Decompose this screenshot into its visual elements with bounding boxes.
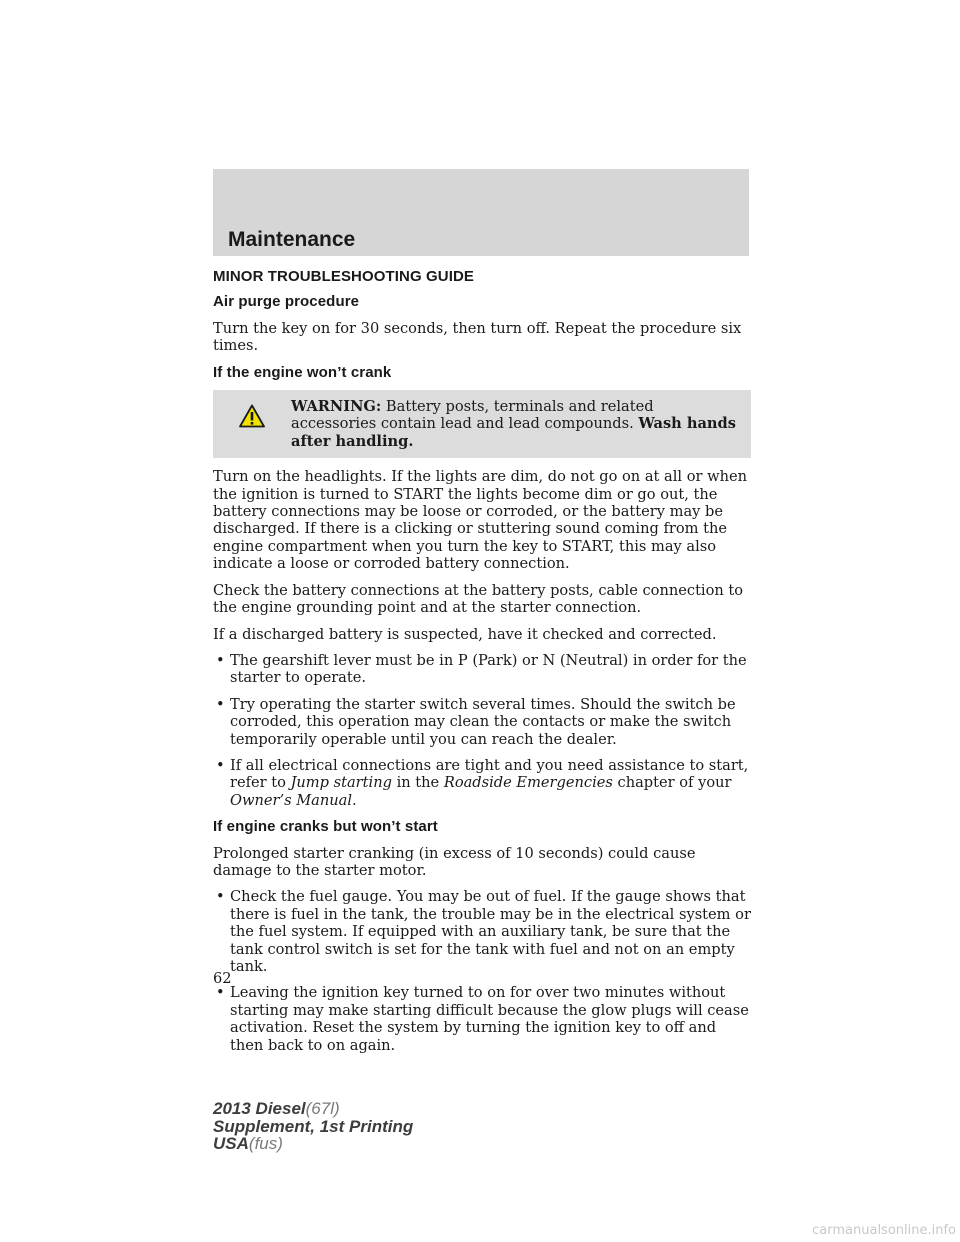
prolonged-cranking-paragraph: Prolonged starter cranking (in excess of 10 seconds) could cause damage to the starter motor. — [213, 844, 696, 879]
list-item: • Try operating the starter switch several times. Should the switch be corroded, this operation may clean the contacts or make the switch temporarily operable until you can reach the dealer. — [216, 695, 736, 748]
list-item: • Leaving the ignition key turned to on for over two minutes without starting may make starting difficult because the glow plugs will cease activation. Reset the system by turning the ignition key to off and then back to on again. — [216, 984, 749, 1054]
wont-crank-list — [213, 652, 751, 809]
warning-emphasis: Wash hands after handling. — [291, 415, 736, 450]
warning-text — [291, 398, 741, 450]
page-content — [213, 268, 751, 1063]
battery-connections-paragraph: Check the battery connections at the battery posts, cable connection to the engine grounding point and at the starter connection. — [213, 581, 744, 617]
print-footer: 2013 Diesel(67l) Supplement, 1st Printing USA(fus) — [213, 1099, 414, 1153]
site-watermark: carmanualsonline.info — [812, 1223, 956, 1238]
cranks-no-start-heading: If engine cranks but won’t start — [213, 818, 438, 836]
wont-crank-heading: If the engine won’t crank — [213, 363, 392, 381]
section-title: Maintenance — [228, 228, 356, 251]
discharged-battery-paragraph: If a discharged battery is suspected, have it checked and corrected. — [213, 625, 717, 643]
warning-label: WARNING: — [291, 398, 382, 416]
warning-body: Battery posts, terminals and related accessories contain lead and lead compounds. — [291, 398, 654, 433]
jump-starting-reference: Jump starting — [290, 774, 392, 792]
list-item: • If all electrical connections are tight and you need assistance to start, refer to Jump starting in the Roadside Emergencies chapter of your Owner’s Manual. — [216, 756, 749, 809]
roadside-emergencies-reference: Roadside Emergencies — [443, 774, 613, 792]
main-heading: MINOR TROUBLESHOOTING GUIDE — [213, 268, 475, 285]
list-item: • The gearshift lever must be in P (Park) or N (Neutral) in order for the starter to operate. — [216, 651, 747, 687]
cranks-no-start-list — [213, 888, 751, 1054]
list-item: • Check the fuel gauge. You may be out of fuel. If the gauge shows that there is fuel in the tank, the trouble may be in the electrical system or the fuel system. If equipped with an auxiliary tank, be sure that the tank control switch is set for the tank with fuel and not on an empty tank. — [216, 888, 751, 975]
headlights-paragraph: Turn on the headlights. If the lights are dim, do not go on at all or when the ignition is turned to START the lights become dim or go out, the battery connections may be loose or corroded, or the battery may be discharged. If there is a clicking or stuttering sound coming from the engine compartment when you turn the key to START, this may also indicate a loose or corroded battery connection. — [213, 468, 748, 573]
warning-box — [213, 390, 751, 458]
air-purge-text: Turn the key on for 30 seconds, then turn off. Repeat the procedure six times. — [213, 319, 742, 355]
air-purge-heading: Air purge procedure — [213, 293, 360, 311]
warning-triangle-icon — [213, 398, 291, 450]
page-number: 62 — [213, 970, 232, 987]
owners-manual-reference: Owner’s Manual. — [230, 791, 357, 809]
